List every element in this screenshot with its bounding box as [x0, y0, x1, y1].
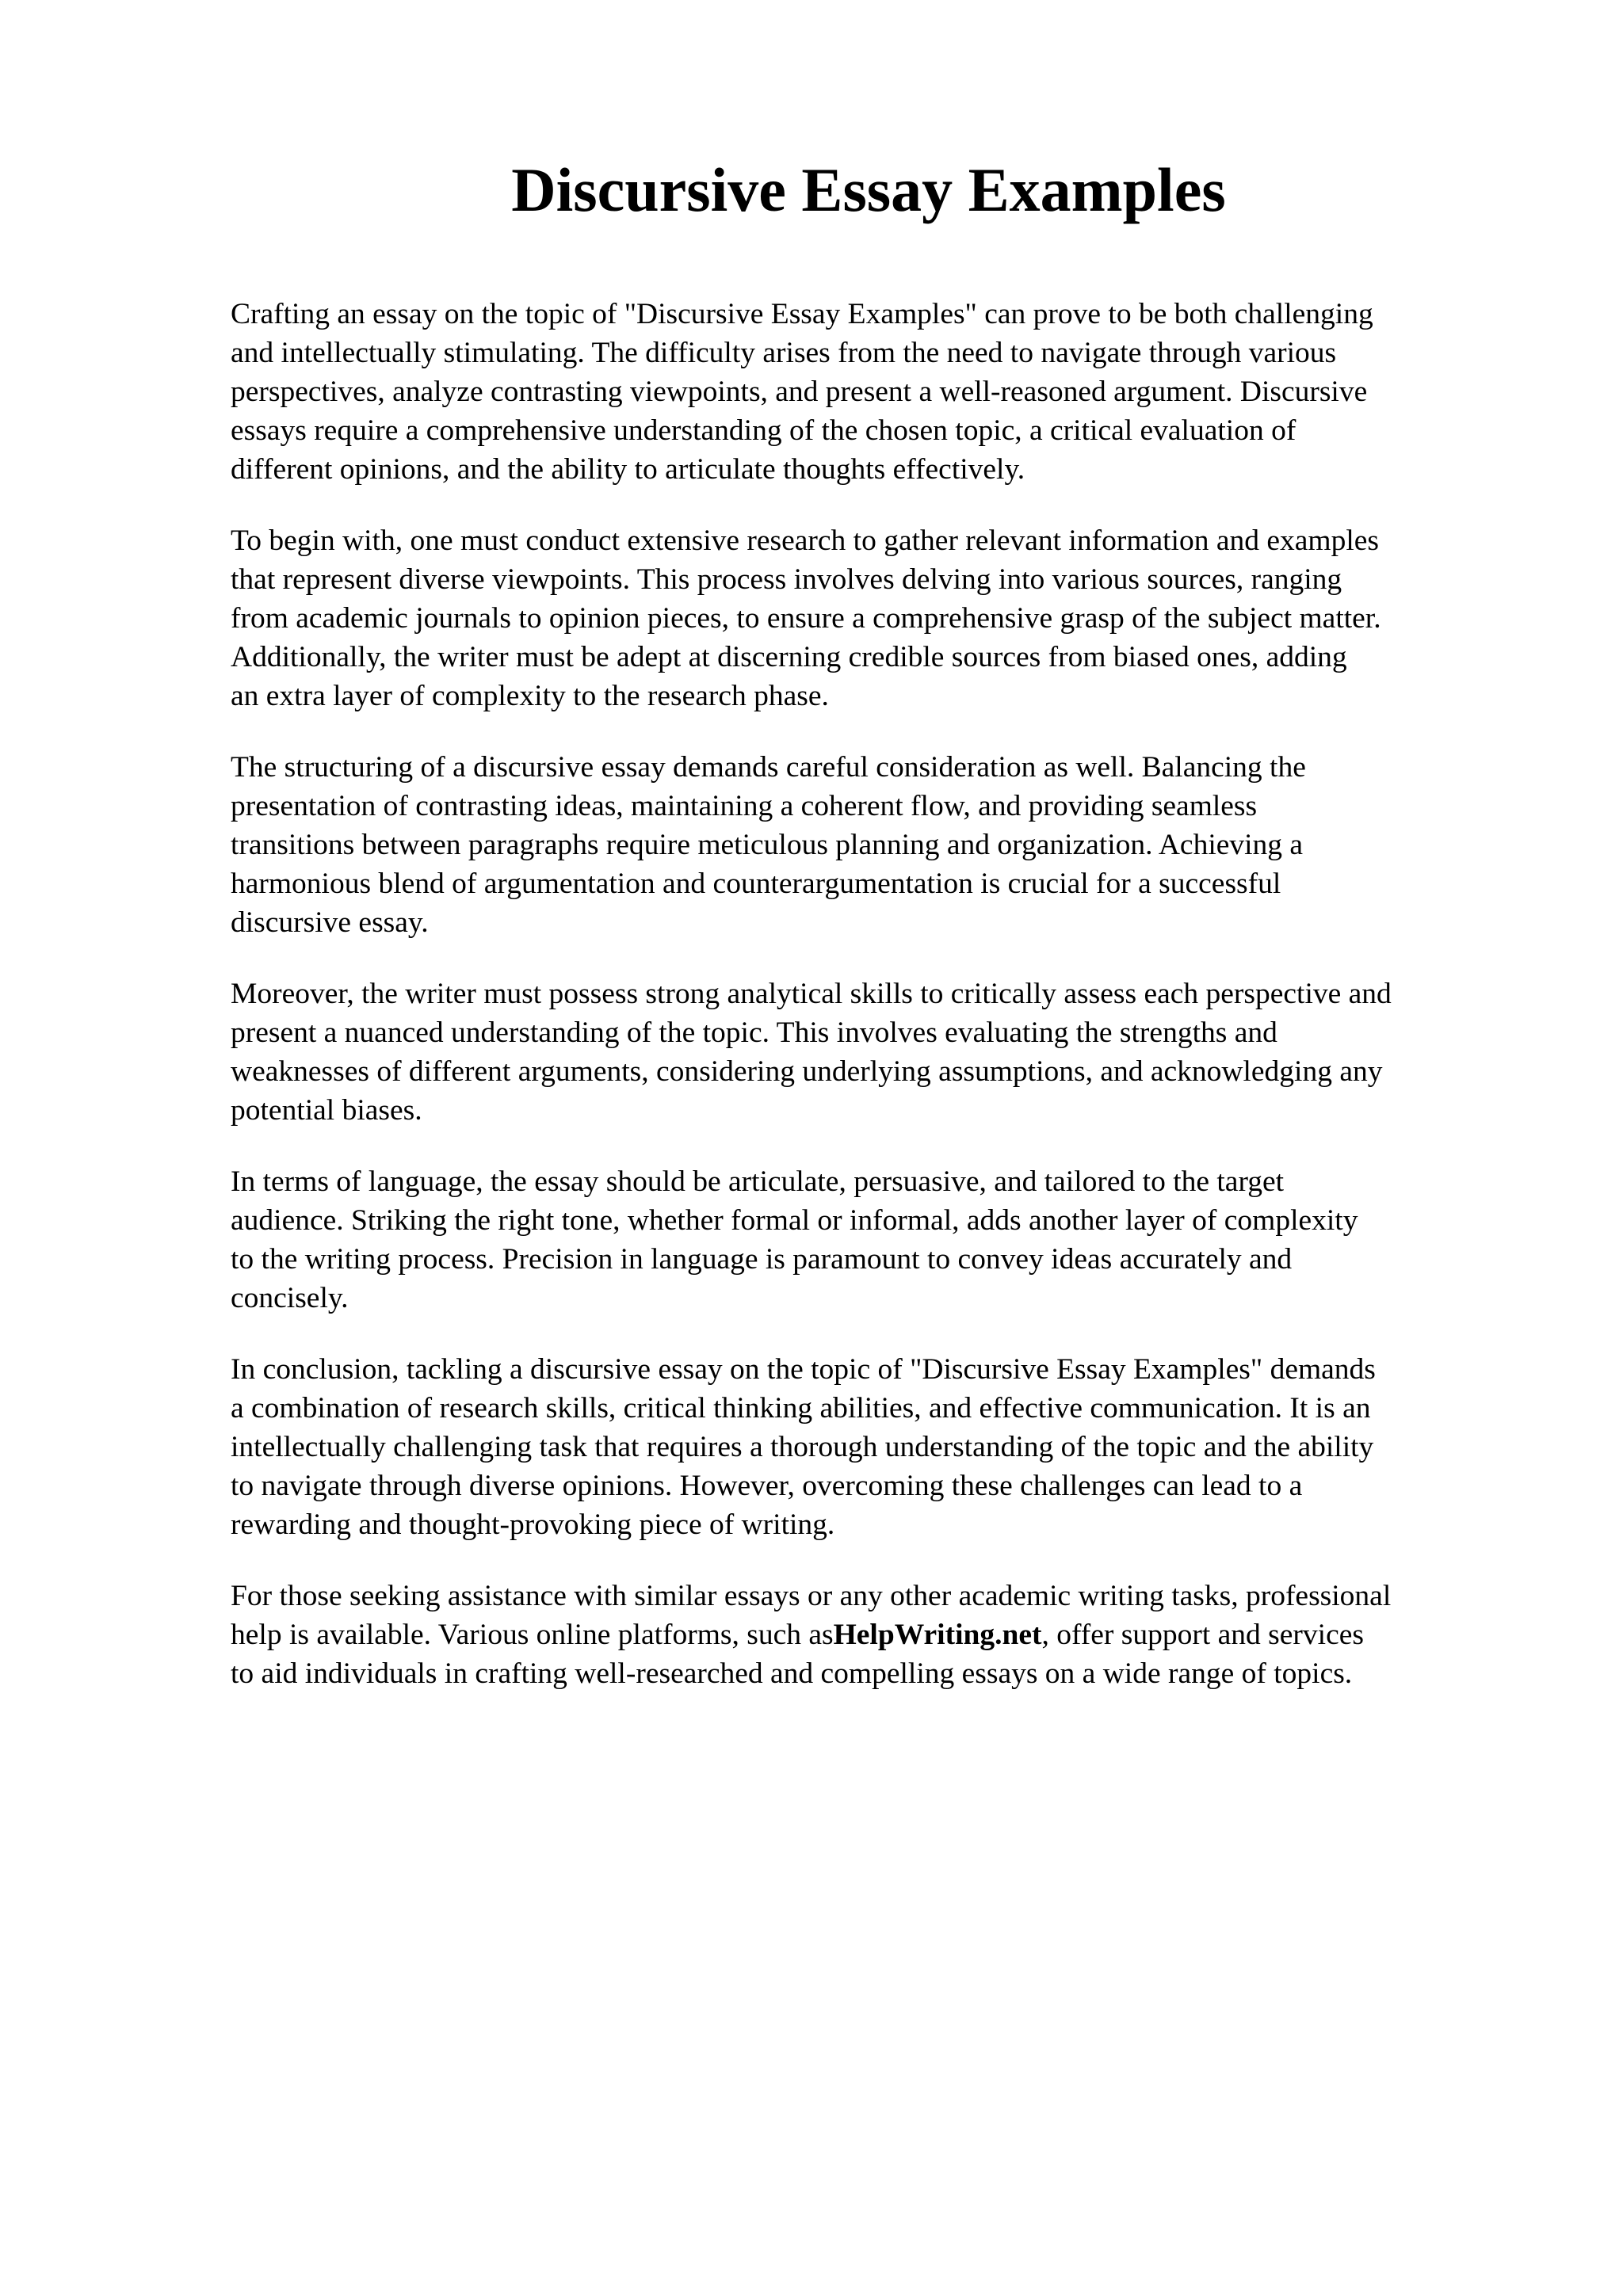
paragraph-6 — [231, 1350, 1538, 1544]
text-line: that represent diverse viewpoints. This process involves delving into various sources, ranging — [231, 563, 1342, 596]
text-line: audience. Striking the right tone, whether formal or informal, adds another layer of complexity — [231, 1204, 1358, 1237]
text-line: harmonious blend of argumentation and counterargumentation is crucial for a successful — [231, 868, 1281, 900]
text-line: concisely. — [231, 1282, 349, 1314]
page-title: Discursive Essay Examples — [511, 155, 1226, 224]
text-line: an extra layer of complexity to the research phase. — [231, 680, 829, 712]
text-line: potential biases. — [231, 1094, 422, 1127]
text-line: present a nuanced understanding of the topic. This involves evaluating the strengths and — [231, 1016, 1277, 1049]
text-line: different opinions, and the ability to articulate thoughts effectively. — [231, 453, 1025, 486]
text-line: to aid individuals in crafting well-researched and compelling essays on a wide range of topics. — [231, 1657, 1353, 1690]
essay-body — [231, 295, 1538, 1726]
text-line: a combination of research skills, critical thinking abilities, and effective communication. It is an — [231, 1392, 1371, 1425]
text-line: transitions between paragraphs require meticulous planning and organization. Achieving a — [231, 829, 1304, 861]
text-line: intellectually challenging task that requires a thorough understanding of the topic and the ability — [231, 1431, 1374, 1463]
text-line: presentation of contrasting ideas, maintaining a coherent flow, and providing seamless — [231, 790, 1258, 822]
text-line: perspectives, analyze contrasting viewpoints, and present a well-reasoned argument. Discursive — [231, 376, 1368, 408]
text-line: to navigate through diverse opinions. However, overcoming these challenges can lead to a — [231, 1470, 1303, 1502]
paragraph-3 — [231, 748, 1538, 942]
text-line: The structuring of a discursive essay demands careful consideration as well. Balancing the — [231, 751, 1306, 784]
text-line: Additionally, the writer must be adept at discerning credible sources from biased ones, adding — [231, 641, 1347, 673]
text-line: and intellectually stimulating. The difficulty arises from the need to navigate through various — [231, 337, 1337, 369]
text-line: In conclusion, tackling a discursive essay on the topic of "Discursive Essay Examples" demands — [231, 1353, 1376, 1386]
text-line: to the writing process. Precision in language is paramount to convey ideas accurately and — [231, 1243, 1293, 1276]
text-line: weaknesses of different arguments, considering underlying assumptions, and acknowledging any — [231, 1055, 1383, 1088]
text-line: essays require a comprehensive understanding of the chosen topic, a critical evaluation of — [231, 414, 1296, 447]
text-segment: help is available. Various online platforms, such as — [231, 1619, 834, 1651]
text-line: For those seeking assistance with similar essays or any other academic writing tasks, professional — [231, 1580, 1392, 1612]
paragraph-2 — [231, 521, 1538, 715]
text-line: Moreover, the writer must possess strong analytical skills to critically assess each perspective and — [231, 978, 1392, 1010]
text-line: In terms of language, the essay should be articulate, persuasive, and tailored to the target — [231, 1165, 1285, 1198]
paragraph-7 — [231, 1577, 1538, 1693]
paragraph-1 — [231, 295, 1538, 489]
text-line: rewarding and thought-provoking piece of writing. — [231, 1508, 835, 1541]
helpwriting-link[interactable]: HelpWriting.net — [833, 1619, 1042, 1651]
text-line: To begin with, one must conduct extensive research to gather relevant information and examples — [231, 524, 1379, 557]
text-line: Crafting an essay on the topic of "Discursive Essay Examples" can prove to be both challenging — [231, 298, 1373, 330]
text-line: discursive essay. — [231, 906, 429, 939]
paragraph-5 — [231, 1162, 1538, 1318]
text-segment: , offer support and services — [1041, 1619, 1364, 1651]
paragraph-4 — [231, 974, 1538, 1130]
text-line — [231, 1615, 1538, 1654]
text-line: from academic journals to opinion pieces, to ensure a comprehensive grasp of the subject matter. — [231, 602, 1381, 635]
